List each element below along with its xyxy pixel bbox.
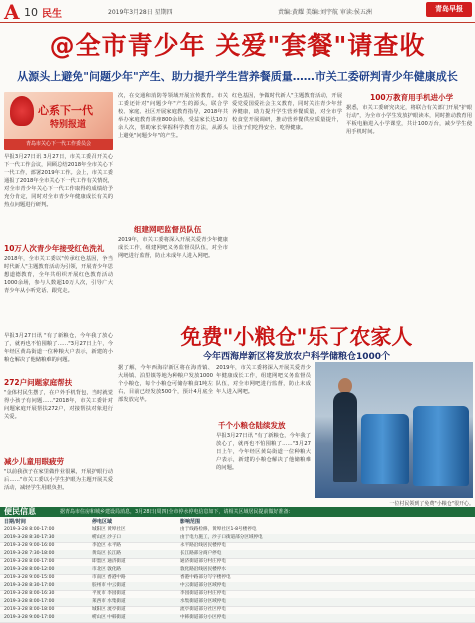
subhead-red-granary: 千个小粮仓陆续发放 <box>218 421 286 430</box>
table-cell: 敦化路沿线居民楼停水 <box>180 567 226 572</box>
page-header <box>0 0 475 23</box>
table-cell: 2019-3-28 9:00-16:00 <box>4 543 55 548</box>
column-logo-caption: 青岛市关心下一代工作委员会 <box>4 139 113 150</box>
page-letter: A <box>4 0 20 24</box>
article-paragraph: 早报3月27日讯 "有了新粮仓，今年我了放心了，就再也不怕囤粮了……"3月27日上午，今年经区黄岛街道一位种粮大户表示，新建的小粮仓解决了他储粮难的问题。 <box>216 433 311 471</box>
column-logo-title: 心系下一代 <box>38 104 93 117</box>
editor-credits: 责编:黄耀 美编:刘宇航 审读:侯五洲 <box>278 9 372 16</box>
article-paragraph: 据了解，今年西海岸新区将在海青镇、大场镇、泊里镇等地为种粮户发放1000个小粮仓，每个小粮仓可储存粮食1吨左右，目前已经发放500个，预计4月底全部发放完毕。 <box>118 365 213 403</box>
blue-granary-bin <box>413 406 469 486</box>
article-paragraph: "金体村民生摆了，在户外手机背包，当时就觉得小孩子有问题……"2018年，市关工委针对问题家庭开展帮扶272户，对接帮扶对象进行关爱。 <box>4 390 113 420</box>
table-cell: 长江路部分商户停电 <box>180 551 222 556</box>
subhead-red-netcafe: 组建网吧监督员队伍 <box>134 225 202 234</box>
table-cell: 胶州市 中云街道 <box>92 583 126 588</box>
table-cell: 2019-3-28 8:00-16:30 <box>4 591 55 596</box>
table-header-date: 日期/时间 <box>4 519 26 525</box>
table-cell: 2019-3-28 8:00-18:00 <box>4 607 55 612</box>
table-header-area: 停电区域 <box>92 519 113 525</box>
article-paragraph: 2019年，市关工委将深入开展关爱青少年健康成长工作，组建网吧义务监督员队伍，对全市网吧进行监督，防止未成年人进入网吧。 <box>118 237 228 259</box>
table-cell: 市南区 香港中路 <box>92 575 126 580</box>
issue-date: 2019年3月28日 星期四 <box>108 9 173 16</box>
article-paragraph: 次，在交通和消防等领域开展宣传教育。市关工委还针对"问题少年"产生的源头，联合学校、家庭、社区开展家庭教育指导，2018年共举办家庭教育讲座800余场，受益家长达10万余人次，帮助家长掌握科学教育方法，从源头上避免"问题少年"的产生。 <box>118 93 228 139</box>
article-paragraph: 2018年，全市关工委以"传承红色基因，争当时代新人"主题教育活动为引领，开展青少年思想道德教育，全年共组织开展红色教育活动1000余场，参与人数超10万人次，引导广大青少年从小听党话、跟党走。 <box>4 256 113 294</box>
table-cell: 2019-3-28 8:00-17:00 <box>4 559 55 564</box>
subhead-red-education: 10万人次青少年接受红色洗礼 <box>4 244 105 253</box>
table-cell: 2019-3-28 8:00-17:00 <box>4 599 55 604</box>
table-cell: 中韩街道部分小区停电 <box>180 615 226 620</box>
info-table-ticker: 据青岛市住房和城乡建设局消息，3月28日(周四)全市停水停电信息如下，请相关区域居民提前做好准备： <box>60 509 294 515</box>
heart-icon <box>10 96 34 126</box>
subhead-red-families: 272户问题家庭帮扶 <box>4 378 73 387</box>
info-table-title: 便民信息 <box>4 507 36 516</box>
main-headline: @全市青少年 关爱"套餐"请查收 <box>49 31 426 60</box>
blue-granary-bin <box>361 414 409 484</box>
column-logo-image <box>4 92 113 150</box>
table-cell: 莱西市 水集街道 <box>92 599 126 604</box>
column-logo-subtitle: 特别报道 <box>50 120 87 130</box>
table-cell: 崂山区 中韩街道 <box>92 615 126 620</box>
table-cell: 由于线路检修，黄埠社区1-8号楼停电 <box>180 527 257 532</box>
table-cell: 2019-3-28 9:00-15:00 <box>4 575 55 580</box>
subhead-red-phones: 100万教育用手机进小学 <box>370 93 454 102</box>
sub-headline: 从源头上避免"问题少年"产生、助力提升学生营养餐质量……市关工委研判青少年健康成长 <box>17 70 458 83</box>
newspaper-logo: 青岛早报 <box>426 2 472 17</box>
table-cell: 通济街道部分村庄停电 <box>180 559 226 564</box>
photo-caption: 一位村民领到了免费"小粮仓"很开心。 <box>389 501 474 507</box>
article-paragraph: 据悉，市关工委研究决定，将联合有关部门开展"护眼行动"，为全市小学生发放护眼读本，同时推动教育用平板电脑进入小学课堂，共计100万台，减少学生使用手机时间。 <box>346 105 472 135</box>
table-cell: 黄岛区 长江路 <box>92 551 122 556</box>
table-cell: 2019-3-28 9:00-17:00 <box>4 615 55 620</box>
table-cell: 流亭街道部分社区停电 <box>180 607 226 612</box>
table-cell: 市北区 敦化路 <box>92 567 122 572</box>
table-cell: 2019-3-28 8:30-17:00 <box>4 583 55 588</box>
table-cell: 李沧区 永平路 <box>92 543 122 548</box>
table-cell: 永平路沿线居民楼停电 <box>180 543 226 548</box>
table-cell: 香港中路部分写字楼停电 <box>180 575 231 580</box>
table-cell: 中云街道部分区域停电 <box>180 583 226 588</box>
article-paragraph: 早报3月27日讯 3月27日，市关工委召开关心下一代工作会议，回顾总结2018年全市关心下一代工作，部署2019年工作。会上，市关工委通报了2018年全市关心下一代工作有关情况，对全市青少年关心下一代工作取得的成绩给予充分肯定，同时对全市青少年健康成长有关的热点问题进行研判。 <box>4 154 113 208</box>
table-cell: 崂山区 沙子口 <box>92 535 122 540</box>
article-paragraph: "以前我孩子在家里做作业很累，开展护眼行动后……"市关工委以小学生护眼为主题开展关爱活动，减轻学生用眼负担。 <box>4 469 113 491</box>
second-headline: 免费"小粮仓"乐了农家人 <box>180 325 413 349</box>
article-paragraph: 早报3月27日讯 "有了新粮仓，今年我了放心了，就再也不怕囤粮了……"3月27日上午，今年经区黄岛街道一位种粮大户表示，新建的小粮仓解决了他储粮难的问题。 <box>4 333 113 363</box>
table-cell: 水集街道部分区域停电 <box>180 599 226 604</box>
table-cell: 2019-3-28 7:30-18:00 <box>4 551 55 556</box>
table-cell: 由于电力施工，沙子口街道部分区域停电 <box>180 535 263 540</box>
table-cell: 即墨区 通济街道 <box>92 559 126 564</box>
granary-photo <box>315 362 473 498</box>
section-name: 民生 <box>42 9 62 20</box>
table-cell: 城阳区 流亭街道 <box>92 607 126 612</box>
table-cell: 2019-3-28 8:30-17:30 <box>4 535 55 540</box>
person-figure <box>333 392 357 482</box>
article-paragraph: 2019年，市关工委将深入开展关爱青少年健康成长工作，组建网吧义务监督员队伍，对全市网吧进行监督，防止未成年人进入网吧。 <box>216 365 311 395</box>
table-row <box>0 614 475 623</box>
table-cell: 李园街道部分村庄停电 <box>180 591 226 596</box>
subhead-red-eyes: 减少儿童用眼疲劳 <box>4 457 64 466</box>
table-cell: 2019-3-28 8:00-17:00 <box>4 527 55 532</box>
page-number: 10 <box>24 6 38 19</box>
table-cell: 平度市 李园街道 <box>92 591 126 596</box>
info-table-bar <box>0 507 475 517</box>
info-table <box>0 507 475 620</box>
second-subheadline: 今年西海岸新区将发放农户科学储粮仓1000个 <box>202 352 391 362</box>
table-header-scope: 影响范围 <box>180 519 201 525</box>
article-paragraph: 红色基因，争做时代新人"主题教育活动，开展爱党爱国爱社会主义教育，同时关注青少年营养健康，助力提升学生营养餐质量，对全市学校食堂开展调研，推动营养餐供应质量提升，让孩子们吃得安全、吃得健康。 <box>232 93 342 131</box>
table-cell: 城阳区 黄埠社区 <box>92 527 126 532</box>
table-cell: 2019-3-28 8:00-12:00 <box>4 567 55 572</box>
